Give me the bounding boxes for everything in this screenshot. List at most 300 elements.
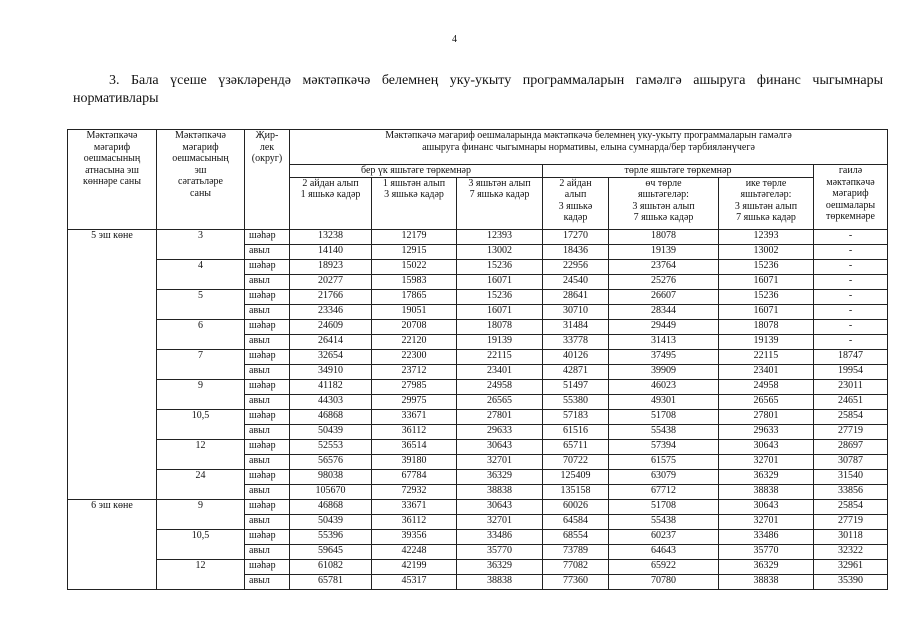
cell-days-empty bbox=[68, 544, 157, 559]
header-line: гаилә bbox=[838, 165, 863, 176]
cell-value: 38838 bbox=[719, 574, 814, 589]
cell-value: 40126 bbox=[543, 349, 609, 364]
cell-value: 16071 bbox=[457, 304, 543, 319]
cell-hours: 4 bbox=[157, 259, 245, 274]
cell-value: 22956 bbox=[543, 259, 609, 274]
table-row bbox=[68, 319, 888, 334]
cell-value: 68554 bbox=[543, 529, 609, 544]
header-line: оешмасының bbox=[83, 153, 141, 164]
cell-days-empty bbox=[68, 244, 157, 259]
cell-value: 29975 bbox=[372, 394, 457, 409]
cell-value: 19139 bbox=[609, 244, 719, 259]
header-line: Мәктәпкәчә bbox=[175, 130, 226, 141]
cell-value: 28697 bbox=[814, 439, 888, 454]
cell-value: 18747 bbox=[814, 349, 888, 364]
cell-value: 18078 bbox=[719, 319, 814, 334]
table-row bbox=[68, 394, 888, 409]
header-line: (округ) bbox=[251, 153, 283, 164]
cell-territory: шәһәр bbox=[245, 289, 290, 304]
cell-value: 13238 bbox=[290, 229, 372, 244]
page-number: 4 bbox=[452, 34, 457, 45]
header-line: 3 яшькә bbox=[558, 200, 593, 212]
cell-hours: 9 bbox=[157, 379, 245, 394]
header-line: 3 яшьтән алып bbox=[734, 200, 798, 212]
cell-value: 15236 bbox=[457, 289, 543, 304]
cell-hours: 10,5 bbox=[157, 409, 245, 424]
cell-territory: шәһәр bbox=[245, 559, 290, 574]
table-row bbox=[68, 454, 888, 469]
cell-value: 36329 bbox=[719, 469, 814, 484]
cell-territory: авыл bbox=[245, 544, 290, 559]
cell-hours: 9 bbox=[157, 499, 245, 514]
header-sub-4 bbox=[543, 177, 609, 229]
header-line: мәгариф bbox=[93, 141, 131, 153]
cell-value: 30643 bbox=[719, 439, 814, 454]
header-sub-3 bbox=[457, 177, 543, 229]
cell-value: 55396 bbox=[290, 529, 372, 544]
cell-value: 30710 bbox=[543, 304, 609, 319]
cell-value: 25854 bbox=[814, 499, 888, 514]
table-row bbox=[68, 364, 888, 379]
header-line: алып bbox=[564, 189, 587, 200]
cell-value: 15022 bbox=[372, 259, 457, 274]
header-line: яшьтәгеләр: bbox=[740, 189, 792, 200]
header-line: өч төрле bbox=[645, 177, 682, 189]
cell-value: 18436 bbox=[543, 244, 609, 259]
cell-value: 36112 bbox=[372, 514, 457, 529]
header-sub-5 bbox=[609, 177, 719, 229]
header-line: 3 яшьтән алып bbox=[468, 177, 531, 189]
cell-hours-empty bbox=[157, 574, 245, 589]
cell-value: - bbox=[814, 334, 888, 349]
cell-value: 19139 bbox=[719, 334, 814, 349]
cell-hours-empty bbox=[157, 544, 245, 559]
header-sub-2 bbox=[372, 177, 457, 229]
cell-hours: 12 bbox=[157, 439, 245, 454]
cell-value: 64643 bbox=[609, 544, 719, 559]
cell-value: 30643 bbox=[719, 499, 814, 514]
table-row bbox=[68, 559, 888, 574]
cell-value: 34910 bbox=[290, 364, 372, 379]
table-row bbox=[68, 514, 888, 529]
cell-value: 36329 bbox=[719, 559, 814, 574]
cell-value: 51708 bbox=[609, 409, 719, 424]
cell-days-empty bbox=[68, 514, 157, 529]
table-row bbox=[68, 529, 888, 544]
header-line: эш bbox=[194, 164, 207, 176]
table-row bbox=[68, 304, 888, 319]
cell-value: 17865 bbox=[372, 289, 457, 304]
cell-value: 33486 bbox=[719, 529, 814, 544]
cell-value: - bbox=[814, 274, 888, 289]
cell-value: 36112 bbox=[372, 424, 457, 439]
cell-territory: шәһәр bbox=[245, 229, 290, 244]
cell-value: 36514 bbox=[372, 439, 457, 454]
cell-territory: авыл bbox=[245, 334, 290, 349]
cell-days-empty bbox=[68, 574, 157, 589]
cell-value: 21766 bbox=[290, 289, 372, 304]
cell-value: 22300 bbox=[372, 349, 457, 364]
cell-value: 12179 bbox=[372, 229, 457, 244]
cell-value: 30118 bbox=[814, 529, 888, 544]
cell-value: 19051 bbox=[372, 304, 457, 319]
cell-hours-empty bbox=[157, 274, 245, 289]
heading-text: 3. Бала үсеше үзәкләрендә мәктәпкәчә белемнең уку-укыту программаларын гамәлгә ашыруга финанс чыгымнары нормативлары bbox=[73, 73, 883, 106]
header-days bbox=[68, 130, 157, 230]
cell-value: 15236 bbox=[719, 289, 814, 304]
cell-value: 12915 bbox=[372, 244, 457, 259]
cell-territory: шәһәр bbox=[245, 349, 290, 364]
header-same-age: бер үк яшьтәге төркемнәр bbox=[290, 165, 543, 178]
cell-value: 42248 bbox=[372, 544, 457, 559]
cell-value: 41182 bbox=[290, 379, 372, 394]
cell-hours-empty bbox=[157, 304, 245, 319]
header-line: көннәре саны bbox=[82, 176, 141, 187]
cell-days-empty bbox=[68, 409, 157, 424]
cell-value: 55438 bbox=[609, 424, 719, 439]
cell-value: 67784 bbox=[372, 469, 457, 484]
cell-hours-empty bbox=[157, 334, 245, 349]
table-row bbox=[68, 544, 888, 559]
cell-value: 22115 bbox=[719, 349, 814, 364]
cell-value: 125409 bbox=[543, 469, 609, 484]
table-row bbox=[68, 499, 888, 514]
cell-value: 98038 bbox=[290, 469, 372, 484]
cell-value: 51497 bbox=[543, 379, 609, 394]
cell-value: 26565 bbox=[457, 394, 543, 409]
cell-value: 39180 bbox=[372, 454, 457, 469]
cell-value: 15236 bbox=[719, 259, 814, 274]
cell-value: 59645 bbox=[290, 544, 372, 559]
cell-value: 57394 bbox=[609, 439, 719, 454]
cell-value: 35770 bbox=[457, 544, 543, 559]
table-row bbox=[68, 574, 888, 589]
cell-value: 31413 bbox=[609, 334, 719, 349]
cell-hours: 7 bbox=[157, 349, 245, 364]
header-mixed-age: төрле яшьтәге төркемнәр bbox=[543, 165, 814, 178]
header-line: төркемнәре bbox=[826, 211, 875, 222]
cell-hours-empty bbox=[157, 244, 245, 259]
table-row bbox=[68, 349, 888, 364]
cell-value: 38838 bbox=[457, 574, 543, 589]
cell-value: 50439 bbox=[290, 514, 372, 529]
section-heading bbox=[73, 72, 883, 108]
cell-value: 22115 bbox=[457, 349, 543, 364]
cell-days-empty bbox=[68, 439, 157, 454]
cell-days-empty bbox=[68, 454, 157, 469]
cell-value: 25276 bbox=[609, 274, 719, 289]
cell-days-empty bbox=[68, 379, 157, 394]
cell-value: 27801 bbox=[457, 409, 543, 424]
table-body bbox=[68, 229, 888, 589]
cell-value: 32961 bbox=[814, 559, 888, 574]
table-row bbox=[68, 289, 888, 304]
cell-value: - bbox=[814, 229, 888, 244]
cell-value: 63079 bbox=[609, 469, 719, 484]
cell-territory: шәһәр bbox=[245, 319, 290, 334]
cell-value: 20708 bbox=[372, 319, 457, 334]
header-line: 1 яшьтән алып bbox=[382, 177, 446, 189]
cell-days-empty bbox=[68, 394, 157, 409]
header-line: 7 яшькә кадәр bbox=[469, 189, 530, 200]
cell-days-empty bbox=[68, 274, 157, 289]
cell-days-empty bbox=[68, 289, 157, 304]
cell-value: 36329 bbox=[457, 469, 543, 484]
cell-days-empty bbox=[68, 424, 157, 439]
cell-value: 37495 bbox=[609, 349, 719, 364]
cell-value: 32654 bbox=[290, 349, 372, 364]
cell-days-empty bbox=[68, 334, 157, 349]
cell-value: 32322 bbox=[814, 544, 888, 559]
cell-value: 15236 bbox=[457, 259, 543, 274]
cell-value: 23401 bbox=[719, 364, 814, 379]
cell-value: 35770 bbox=[719, 544, 814, 559]
cell-days-empty bbox=[68, 529, 157, 544]
cell-value: 61082 bbox=[290, 559, 372, 574]
cell-territory: авыл bbox=[245, 574, 290, 589]
cell-territory: авыл bbox=[245, 394, 290, 409]
cell-value: 28344 bbox=[609, 304, 719, 319]
cell-days-empty bbox=[68, 319, 157, 334]
cell-days: 6 эш көне bbox=[68, 499, 157, 514]
header-line: ике төрле bbox=[745, 177, 787, 189]
header-line: атнасына эш bbox=[85, 164, 139, 176]
cell-value: 51708 bbox=[609, 499, 719, 514]
cell-value: 17270 bbox=[543, 229, 609, 244]
header-line: 3 яшьтән алып bbox=[632, 200, 695, 212]
cell-value: 23011 bbox=[814, 379, 888, 394]
cell-value: 55380 bbox=[543, 394, 609, 409]
cell-value: 33671 bbox=[372, 409, 457, 424]
cell-hours-empty bbox=[157, 364, 245, 379]
table-row bbox=[68, 229, 888, 244]
cell-value: 39356 bbox=[372, 529, 457, 544]
header-line: мәгариф bbox=[832, 188, 869, 199]
cell-value: 16071 bbox=[719, 274, 814, 289]
cell-value: 38838 bbox=[719, 484, 814, 499]
cell-value: 18078 bbox=[457, 319, 543, 334]
cell-territory: авыл bbox=[245, 304, 290, 319]
cell-days-empty bbox=[68, 484, 157, 499]
header-line: 1 яшькә кадәр bbox=[300, 189, 361, 200]
cell-value: 26607 bbox=[609, 289, 719, 304]
cell-value: 24609 bbox=[290, 319, 372, 334]
cell-value: - bbox=[814, 304, 888, 319]
cell-value: 24958 bbox=[719, 379, 814, 394]
cell-value: 24651 bbox=[814, 394, 888, 409]
cell-value: 29633 bbox=[457, 424, 543, 439]
cell-days-empty bbox=[68, 559, 157, 574]
cell-value: 23346 bbox=[290, 304, 372, 319]
cell-value: 18923 bbox=[290, 259, 372, 274]
cell-value: 23401 bbox=[457, 364, 543, 379]
header-line: 3 яшькә кадәр bbox=[384, 189, 444, 200]
header-sub-6 bbox=[719, 177, 814, 229]
cell-value: 65922 bbox=[609, 559, 719, 574]
cell-value: 70722 bbox=[543, 454, 609, 469]
cell-value: 105670 bbox=[290, 484, 372, 499]
cell-value: 55438 bbox=[609, 514, 719, 529]
cell-territory: авыл bbox=[245, 514, 290, 529]
cell-territory: шәһәр bbox=[245, 259, 290, 274]
header-sub-1 bbox=[290, 177, 372, 229]
cell-days-empty bbox=[68, 259, 157, 274]
header-line: ашыруга финанс чыгымнары нормативы, елына сумнарда/бер тәрбияләнүчегә bbox=[422, 141, 755, 153]
cell-territory: авыл bbox=[245, 364, 290, 379]
cell-value: 33671 bbox=[372, 499, 457, 514]
cell-value: 135158 bbox=[543, 484, 609, 499]
table-row bbox=[68, 409, 888, 424]
cell-hours: 12 bbox=[157, 559, 245, 574]
cell-hours-empty bbox=[157, 454, 245, 469]
cell-value: 50439 bbox=[290, 424, 372, 439]
header-line: Мәктәпкәчә мәгариф оешмаларында мәктәпкәчә белемнең уку-укыту программаларын гамәлгә bbox=[385, 130, 792, 141]
cell-value: 31484 bbox=[543, 319, 609, 334]
cell-value: 25854 bbox=[814, 409, 888, 424]
table-row bbox=[68, 484, 888, 499]
cell-value: 72932 bbox=[372, 484, 457, 499]
table-row bbox=[68, 439, 888, 454]
cell-hours-empty bbox=[157, 484, 245, 499]
cell-value: 44303 bbox=[290, 394, 372, 409]
cell-territory: шәһәр bbox=[245, 439, 290, 454]
cell-value: 73789 bbox=[543, 544, 609, 559]
header-line: Мәктәпкәчә bbox=[86, 130, 138, 141]
cell-value: 12393 bbox=[719, 229, 814, 244]
cell-value: 27801 bbox=[719, 409, 814, 424]
cell-value: 33486 bbox=[457, 529, 543, 544]
cell-territory: авыл bbox=[245, 484, 290, 499]
cell-value: 65711 bbox=[543, 439, 609, 454]
header-line: саны bbox=[189, 187, 212, 199]
cell-days-empty bbox=[68, 349, 157, 364]
cell-territory: шәһәр bbox=[245, 409, 290, 424]
header-line: оешмалары bbox=[825, 199, 876, 211]
cell-value: 61575 bbox=[609, 454, 719, 469]
table-row bbox=[68, 424, 888, 439]
cell-value: 38838 bbox=[457, 484, 543, 499]
cell-territory: шәһәр bbox=[245, 379, 290, 394]
cell-value: 27719 bbox=[814, 424, 888, 439]
cell-territory: шәһәр bbox=[245, 469, 290, 484]
cell-value: 14140 bbox=[290, 244, 372, 259]
cell-value: 52553 bbox=[290, 439, 372, 454]
norms-table bbox=[67, 129, 888, 590]
cell-hours: 24 bbox=[157, 469, 245, 484]
cell-value: - bbox=[814, 259, 888, 274]
header-norm-title bbox=[290, 130, 888, 165]
table-row bbox=[68, 469, 888, 484]
cell-hours-empty bbox=[157, 394, 245, 409]
cell-hours: 6 bbox=[157, 319, 245, 334]
cell-value: 16071 bbox=[719, 304, 814, 319]
header-line: кадәр bbox=[563, 212, 588, 223]
cell-value: 13002 bbox=[457, 244, 543, 259]
table-row bbox=[68, 274, 888, 289]
cell-value: 24958 bbox=[457, 379, 543, 394]
cell-value: 12393 bbox=[457, 229, 543, 244]
cell-value: 32701 bbox=[457, 514, 543, 529]
cell-territory: шәһәр bbox=[245, 529, 290, 544]
header-line: 2 айдан алып bbox=[302, 177, 359, 189]
cell-value: 77082 bbox=[543, 559, 609, 574]
cell-value: 31540 bbox=[814, 469, 888, 484]
cell-value: 42199 bbox=[372, 559, 457, 574]
cell-hours-empty bbox=[157, 514, 245, 529]
table-row bbox=[68, 244, 888, 259]
header-family bbox=[814, 165, 888, 230]
cell-value: 32701 bbox=[457, 454, 543, 469]
header-line: 7 яшькә кадәр bbox=[633, 212, 694, 223]
cell-value: 15983 bbox=[372, 274, 457, 289]
cell-territory: авыл bbox=[245, 244, 290, 259]
cell-territory: авыл bbox=[245, 274, 290, 289]
cell-value: 70780 bbox=[609, 574, 719, 589]
table-row bbox=[68, 334, 888, 349]
cell-value: 32701 bbox=[719, 514, 814, 529]
cell-value: 27719 bbox=[814, 514, 888, 529]
cell-value: 46868 bbox=[290, 499, 372, 514]
header-hours bbox=[157, 130, 245, 230]
cell-value: 42871 bbox=[543, 364, 609, 379]
cell-value: 30643 bbox=[457, 439, 543, 454]
cell-territory: авыл bbox=[245, 454, 290, 469]
cell-value: 33856 bbox=[814, 484, 888, 499]
table-header bbox=[68, 130, 888, 230]
cell-value: 29633 bbox=[719, 424, 814, 439]
cell-days-empty bbox=[68, 364, 157, 379]
header-line: мәгариф bbox=[182, 141, 219, 153]
table-row bbox=[68, 259, 888, 274]
cell-value: - bbox=[814, 244, 888, 259]
cell-value: 20277 bbox=[290, 274, 372, 289]
cell-value: 45317 bbox=[372, 574, 457, 589]
cell-value: 23764 bbox=[609, 259, 719, 274]
cell-value: - bbox=[814, 289, 888, 304]
header-line: оешмасының bbox=[172, 153, 229, 164]
cell-value: 29449 bbox=[609, 319, 719, 334]
cell-value: 30643 bbox=[457, 499, 543, 514]
cell-hours-empty bbox=[157, 424, 245, 439]
cell-value: 32701 bbox=[719, 454, 814, 469]
cell-value: 13002 bbox=[719, 244, 814, 259]
cell-value: 64584 bbox=[543, 514, 609, 529]
cell-value: 23712 bbox=[372, 364, 457, 379]
cell-value: 67712 bbox=[609, 484, 719, 499]
cell-value: 26414 bbox=[290, 334, 372, 349]
header-line: яшьтәгеләр: bbox=[638, 189, 689, 200]
cell-value: 27985 bbox=[372, 379, 457, 394]
header-line: Җир- bbox=[255, 130, 279, 141]
cell-value: 65781 bbox=[290, 574, 372, 589]
cell-value: 46023 bbox=[609, 379, 719, 394]
cell-value: 60237 bbox=[609, 529, 719, 544]
cell-value: 61516 bbox=[543, 424, 609, 439]
cell-hours: 3 bbox=[157, 229, 245, 244]
cell-hours: 5 bbox=[157, 289, 245, 304]
cell-value: 56576 bbox=[290, 454, 372, 469]
cell-value: 36329 bbox=[457, 559, 543, 574]
header-line: 7 яшькә кадәр bbox=[736, 212, 796, 223]
cell-value: 22120 bbox=[372, 334, 457, 349]
cell-value: 30787 bbox=[814, 454, 888, 469]
cell-value: 19139 bbox=[457, 334, 543, 349]
cell-value: 18078 bbox=[609, 229, 719, 244]
cell-value: 60026 bbox=[543, 499, 609, 514]
cell-value: - bbox=[814, 319, 888, 334]
cell-hours: 10,5 bbox=[157, 529, 245, 544]
header-territory bbox=[245, 130, 290, 230]
